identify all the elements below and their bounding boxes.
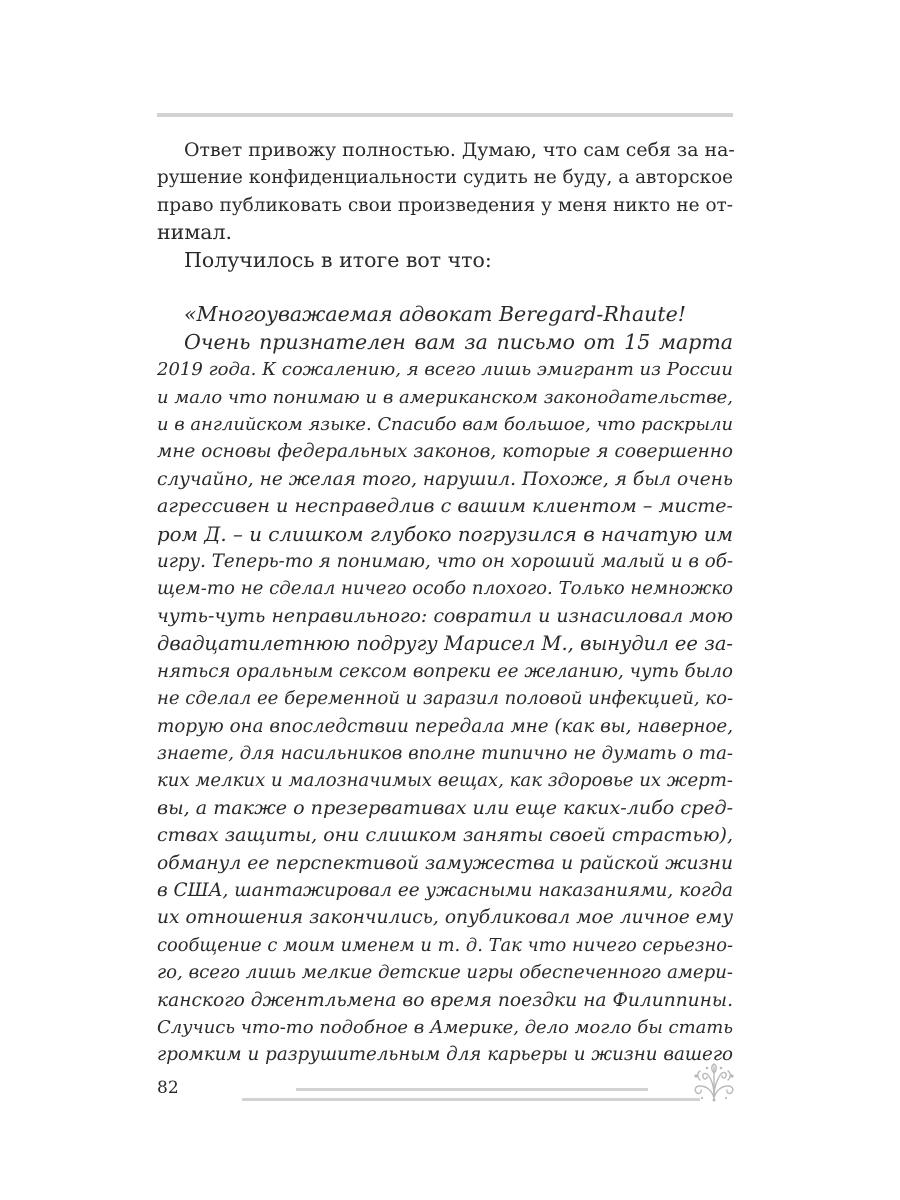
header-rule [157, 113, 733, 117]
letter-greeting: «Многоуважаемая адвокат Beregard-Rhaute! [184, 302, 686, 327]
letter-line: щем-то не сделал ничего особо плохого. Только немножко [157, 578, 733, 600]
letter-line: и мало что понимаю и в американском законодательстве, [157, 386, 733, 408]
letter-line: громким и разрушительным для карьеры и жизни вашего [157, 1044, 733, 1066]
letter-line: и в английском языке. Спасибо вам большое, что раскрыли [157, 414, 733, 436]
page-text [157, 137, 733, 1069]
letter-line: ких мелких и малозначимых вещах, как здоровье их жерт- [157, 770, 733, 792]
letter-line: ствах защиты, они слишком заняты своей страстью), [157, 824, 733, 847]
floral-ornament-icon [690, 1062, 738, 1102]
letter-line: двадцатилетнюю подругу Марисел М., вынудил ее за- [157, 632, 733, 656]
letter-line: ром Д. – и слишком глубоко погрузился в начатую им [157, 522, 733, 546]
letter-line: случайно, не желая того, нарушил. Похоже, я был очень [157, 468, 733, 490]
footer-rule-upper [296, 1088, 648, 1091]
letter-line: в США, шантажировал ее ужасными наказаниями, когда [157, 879, 733, 901]
body-line: Ответ привожу полностью. Думаю, что сам себя за на- [184, 139, 735, 161]
letter-line: не сделал ее беременной и заразил половой инфекцией, ко- [157, 688, 734, 710]
letter-line: их отношения закончились, опубликовал мое личное ему [157, 907, 733, 929]
page-number: 82 [157, 1078, 179, 1098]
letter-line: обманул ее перспективой замужества и райской жизни [157, 852, 733, 874]
letter-line: игру. Теперь-то я понимаю, что он хороший малый и в об- [157, 551, 733, 573]
letter-text [157, 301, 733, 1068]
letter-line: чуть-чуть неправильного: совратил и изнасиловал мою [157, 604, 733, 627]
letter-line: 2019 года. К сожалению, я всего лишь эмигрант из России [157, 359, 733, 381]
letter-line: мне основы федеральных законов, которые я совершенно [157, 441, 733, 463]
letter-line: знаете, для насильников вполне типично не думать о та- [157, 742, 733, 764]
letter-line: канского джентльмена во время поездки на Филиппины. [157, 989, 733, 1011]
letter-line: торую она впоследствии передала мне (как вы, наверное, [157, 715, 733, 737]
letter-line: Очень признателен вам за письмо от 15 марта [184, 329, 733, 354]
letter-line: вы, а также о презервативах или еще каких-либо сред- [157, 796, 734, 819]
footer-rule-lower [242, 1098, 700, 1101]
body-line: Получилось в итоге вот что: [184, 247, 492, 272]
body-line: нимал. [157, 220, 233, 245]
letter-line: сообщение с моим именем и т. д. Так что ничего серьезно- [157, 934, 733, 956]
letter-line: го, всего лишь мелкие детские игры обеспеченного амери- [157, 962, 733, 984]
letter-line: Случись что-то подобное в Америке, дело могло бы стать [157, 1016, 734, 1038]
letter-line: агрессивен и несправедлив с вашим клиентом – мисте- [157, 495, 733, 518]
body-line: рушение конфиденциальности судить не буду, а авторское [157, 167, 733, 189]
body-line: право публиковать свои произведения у меня никто не от- [157, 194, 733, 216]
paragraph-spacer [157, 274, 733, 301]
letter-line: няться оральным сексом вопреки ее желанию, чуть было [157, 660, 733, 682]
